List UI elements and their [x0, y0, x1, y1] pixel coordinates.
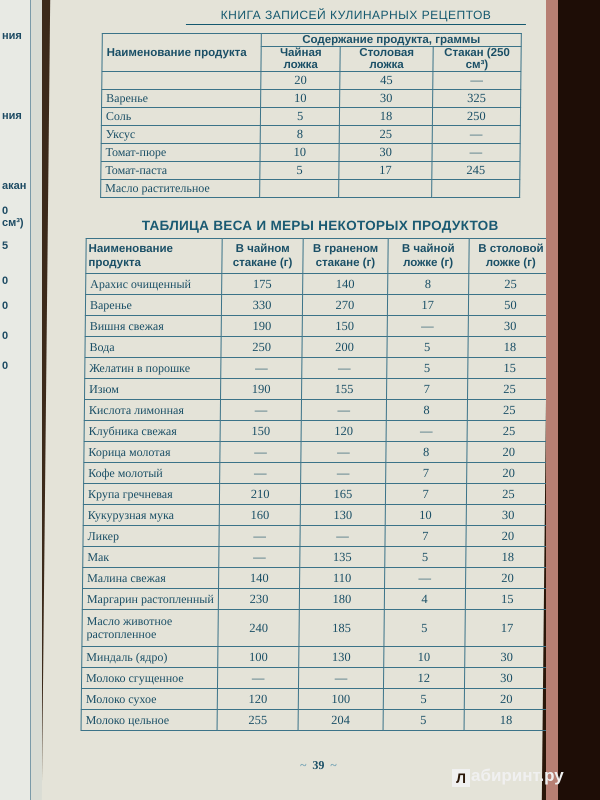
table-cell: 155: [302, 379, 386, 400]
table-row: [81, 710, 548, 731]
table-cell: 5: [383, 689, 464, 710]
table-cell: 17: [339, 162, 432, 180]
table-cell: —: [386, 421, 467, 442]
table-cell: 8: [387, 274, 468, 295]
product-name: Малина свежая: [83, 568, 219, 589]
table-row: [83, 484, 550, 505]
table-cell: [339, 180, 432, 198]
product-name: Миндаль (ядро): [82, 647, 218, 668]
product-name: Изюм: [85, 379, 221, 400]
product-name: Кислота лимонная: [84, 400, 220, 421]
product-name: Масло растительное: [101, 180, 260, 198]
table-cell: 10: [383, 647, 464, 668]
table-cell: 190: [220, 379, 302, 400]
table-cell: 8: [260, 126, 340, 144]
table-cell: —: [220, 463, 302, 484]
product-name: Томат-паста: [101, 162, 260, 180]
table-row: [101, 180, 520, 198]
watermark-logo: [452, 766, 592, 790]
table-row: [82, 610, 549, 647]
table-row: [102, 72, 521, 90]
table-cell: 100: [218, 647, 300, 668]
table-cell: 20: [467, 442, 551, 463]
t2-header: В чайной ложке (г): [387, 239, 469, 274]
table-cell: 20: [261, 72, 341, 90]
product-name: Кофе молотый: [84, 463, 220, 484]
table-cell: 150: [220, 421, 302, 442]
left-page-fragment: ния: [2, 30, 22, 42]
table-row: [83, 568, 550, 589]
product-name: Соль: [101, 108, 260, 126]
right-cover-edge: [546, 0, 600, 800]
product-name: Крупа гречневая: [83, 484, 219, 505]
table-row: [83, 526, 550, 547]
table-cell: —: [432, 144, 520, 162]
table-cell: —: [299, 668, 383, 689]
table-cell: —: [302, 400, 386, 421]
table-cell: —: [220, 442, 302, 463]
product-name: Кукурузная мука: [83, 505, 219, 526]
table-row: [86, 274, 553, 295]
table-weights-measures: [81, 238, 554, 731]
table-cell: 175: [221, 274, 303, 295]
left-page-fragment: 0 см³): [2, 205, 24, 229]
left-page-fragment: 0: [2, 275, 9, 287]
product-name: Желатин в порошке: [85, 358, 221, 379]
table-cell: 20: [466, 526, 550, 547]
table-cell: 5: [383, 610, 465, 647]
t2-header: В столовой ложке (г): [469, 239, 554, 274]
table-cell: —: [432, 126, 520, 144]
table-cell: 18: [340, 108, 433, 126]
table-cell: 120: [301, 421, 385, 442]
table-row: [101, 108, 520, 126]
table-cell: 5: [383, 710, 464, 731]
t1-body: [101, 72, 521, 198]
left-page-fragment: 0: [2, 330, 9, 342]
table-cell: 25: [339, 126, 432, 144]
t1-product-header: Наименование продукта: [102, 34, 261, 72]
product-name: Варенье: [102, 90, 261, 108]
table-cell: 5: [387, 337, 468, 358]
product-name: Ликер: [83, 526, 219, 547]
product-name: Уксус: [101, 126, 260, 144]
table-cell: 50: [468, 295, 552, 316]
table-cell: 7: [385, 484, 466, 505]
table-row: [84, 421, 551, 442]
table-row: [82, 647, 549, 668]
product-name: Мак: [83, 547, 219, 568]
table-cell: 245: [432, 162, 520, 180]
table-cell: 8: [386, 400, 467, 421]
table-cell: 130: [299, 647, 383, 668]
table-cell: 10: [261, 90, 341, 108]
table-cell: 5: [386, 358, 467, 379]
table-cell: 18: [464, 710, 548, 731]
table-cell: 210: [219, 484, 301, 505]
table-row: [85, 295, 552, 316]
table-cell: —: [301, 463, 385, 484]
table-cell: 130: [301, 505, 385, 526]
table-cell: —: [384, 568, 465, 589]
table-row: [82, 589, 549, 610]
watermark-logo-mark: Л: [452, 769, 470, 787]
table-cell: 25: [467, 379, 551, 400]
table-cell: 5: [384, 547, 465, 568]
product-name: Вода: [85, 337, 221, 358]
table-row: [83, 505, 550, 526]
product-name: Молоко сгущенное: [81, 668, 217, 689]
table-row: [85, 337, 552, 358]
product-name: Томат-пюре: [101, 144, 260, 162]
table-row: [81, 668, 548, 689]
table-cell: 17: [465, 610, 550, 647]
table-cell: 190: [221, 316, 303, 337]
product-name: Молоко сухое: [81, 689, 217, 710]
table-cell: 270: [303, 295, 387, 316]
table-cell: —: [219, 547, 301, 568]
table-cell: 25: [467, 400, 551, 421]
table-cell: 18: [465, 547, 549, 568]
table-cell: 10: [260, 144, 340, 162]
table-cell: 160: [219, 505, 301, 526]
left-page-fragment: ния: [2, 110, 22, 122]
running-title: КНИГА ЗАПИСЕЙ КУЛИНАРНЫХ РЕЦЕПТОВ: [186, 8, 526, 25]
product-name: Молоко цельное: [81, 710, 217, 731]
table-row: [83, 547, 550, 568]
table-cell: 165: [301, 484, 385, 505]
page-number: ~ 39 ~: [294, 758, 343, 773]
table-cell: 200: [302, 337, 386, 358]
table-row: [84, 442, 551, 463]
table-row: [85, 358, 552, 379]
product-name: Масло животное растопленное: [82, 610, 218, 647]
table-cell: 5: [260, 108, 340, 126]
product-name: [102, 72, 261, 90]
table-cell: 20: [466, 463, 550, 484]
table-cell: —: [220, 400, 302, 421]
table-cell: 30: [464, 668, 548, 689]
left-page-fragment: 0: [2, 360, 9, 372]
table-cell: 255: [217, 710, 299, 731]
table-cell: 15: [467, 358, 551, 379]
table-cell: 30: [464, 647, 548, 668]
table-cell: —: [221, 358, 303, 379]
table-cell: [260, 180, 340, 198]
table-cell: 45: [340, 72, 433, 90]
left-page-fragment: акан: [2, 180, 27, 192]
table-cell: —: [219, 526, 301, 547]
book-page: [42, 0, 550, 800]
table-row: [85, 379, 552, 400]
table-cell: 110: [300, 568, 384, 589]
table-cell: 12: [383, 668, 464, 689]
table-cell: 7: [385, 526, 466, 547]
t2-header: В граненом стакане (г): [303, 239, 388, 274]
table-cell: —: [217, 668, 299, 689]
table-cell: 25: [468, 274, 552, 295]
table-cell: 185: [299, 610, 384, 647]
table-cell: 325: [432, 90, 520, 108]
t2-body: [81, 274, 553, 731]
table-cell: 8: [385, 442, 466, 463]
table-cell: —: [300, 526, 384, 547]
table-cell: 250: [221, 337, 303, 358]
table-row: [101, 162, 520, 180]
table-cell: 230: [218, 589, 300, 610]
table-cell: 120: [217, 689, 299, 710]
table-cell: —: [433, 72, 521, 90]
table-cell: 30: [339, 144, 432, 162]
table-cell: 330: [221, 295, 303, 316]
table-title: ТАБЛИЦА ВЕСА И МЕРЫ НЕКОТОРЫХ ПРОДУКТОВ: [141, 218, 499, 233]
table-cell: 15: [465, 589, 549, 610]
table-cell: 4: [384, 589, 465, 610]
table-cell: 180: [300, 589, 384, 610]
cover-rim: [546, 0, 558, 800]
table-cell: 100: [299, 689, 383, 710]
table-cell: 250: [432, 108, 520, 126]
t2-header: В чайном стакане (г): [222, 239, 304, 274]
t1-subheader: Стакан (250 см³): [433, 47, 521, 72]
table-cell: 135: [300, 547, 384, 568]
table-row: [101, 144, 520, 162]
t1-group-header: Содержание продукта, граммы: [261, 34, 521, 47]
left-page-strip: [0, 0, 31, 800]
table-cell: —: [387, 316, 468, 337]
table-cell: 204: [298, 710, 382, 731]
product-name: Арахис очищенный: [86, 274, 222, 295]
table-cell: 30: [340, 90, 433, 108]
product-name: Клубника свежая: [84, 421, 220, 442]
table-cell: 17: [387, 295, 468, 316]
table-cell: 10: [385, 505, 466, 526]
product-name: Вишня свежая: [85, 316, 221, 337]
table-cell: 140: [218, 568, 300, 589]
table-row: [85, 316, 552, 337]
table-row: [84, 400, 551, 421]
table-cell: —: [302, 358, 386, 379]
t2-header: Наименование продукта: [86, 239, 222, 274]
left-page-fragment: 0: [2, 300, 9, 312]
table-cell: 18: [468, 337, 552, 358]
table-cell: 25: [467, 421, 551, 442]
table-cell: 20: [465, 568, 549, 589]
product-name: Корица молотая: [84, 442, 220, 463]
t1-subheader: Столовая ложка: [340, 47, 433, 72]
table-cell: 240: [218, 610, 300, 647]
left-page-fragment: 5: [2, 240, 9, 252]
product-name: Варенье: [85, 295, 221, 316]
table-cell: 25: [466, 484, 550, 505]
table-cell: [431, 180, 519, 198]
table-cell: —: [301, 442, 385, 463]
table-cell: 30: [466, 505, 550, 526]
table-cell: 140: [303, 274, 387, 295]
table-row: [81, 689, 548, 710]
table-spoon-glass: [100, 33, 522, 198]
left-page-edge: [0, 0, 42, 800]
table-cell: 7: [386, 379, 467, 400]
table-cell: 150: [303, 316, 387, 337]
t1-subheader: Чайная ложка: [261, 47, 341, 72]
table-cell: 5: [260, 162, 340, 180]
watermark-text: абиринт.ру: [471, 766, 564, 785]
table-row: [101, 126, 520, 144]
table-row: [84, 463, 551, 484]
table-cell: 30: [468, 316, 552, 337]
table-row: [102, 90, 521, 108]
table-cell: 20: [464, 689, 548, 710]
product-name: Маргарин растопленный: [82, 589, 218, 610]
table-cell: 7: [385, 463, 466, 484]
